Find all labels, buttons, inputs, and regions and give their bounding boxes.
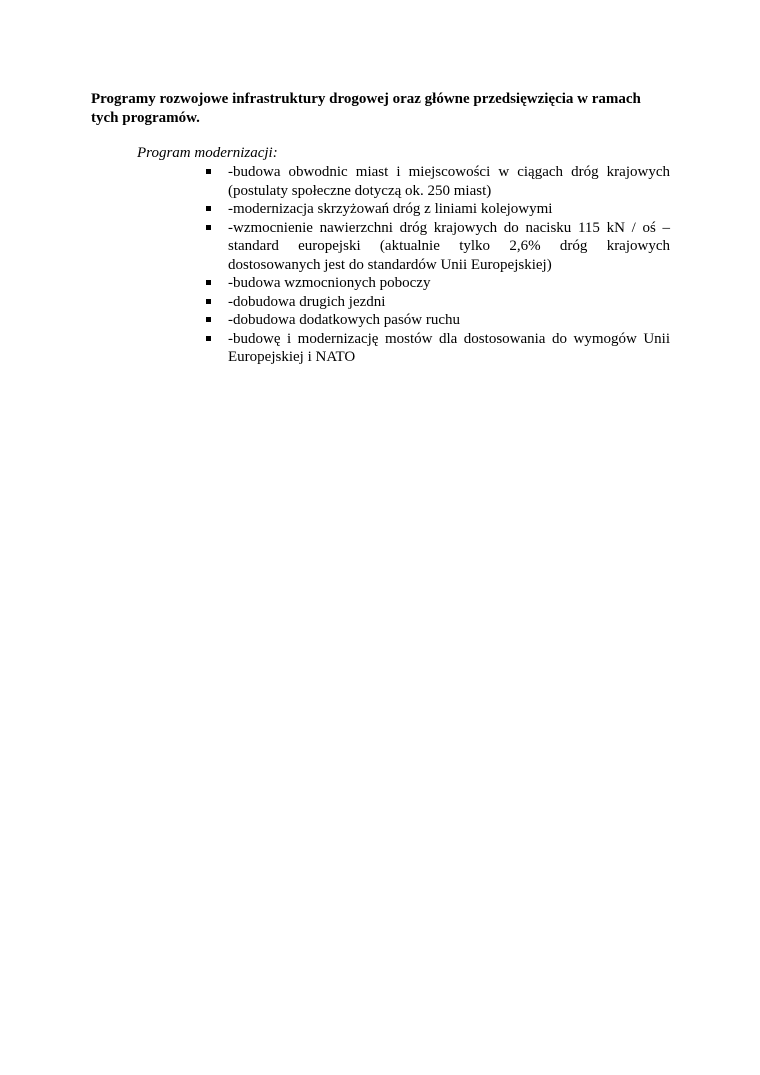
list-item xyxy=(203,293,670,312)
document-heading: Programy rozwojowe infrastruktury drogowej oraz główne przedsięwzięcia w ramach tych programów. xyxy=(91,91,641,126)
square-bullet-icon xyxy=(206,280,211,285)
list-item xyxy=(203,311,670,330)
square-bullet-icon xyxy=(206,169,211,174)
square-bullet-icon xyxy=(206,206,211,211)
section-subheading: Program modernizacji: xyxy=(137,145,278,161)
list-item-text: -dobudowa dodatkowych pasów ruchu xyxy=(228,312,461,328)
list-item-text: -budowa wzmocnionych poboczy xyxy=(228,275,431,291)
square-bullet-icon xyxy=(206,317,211,322)
square-bullet-icon xyxy=(206,336,211,341)
list-item-text: -modernizacja skrzyżowań dróg z liniami kolejowymi xyxy=(228,201,553,217)
list-item-text: -budowę i modernizację mostów dla dostosowania do wymogów Unii Europejskiej i NATO xyxy=(228,330,670,365)
list-item xyxy=(203,163,670,200)
list-item xyxy=(203,330,670,367)
list-item xyxy=(203,274,670,293)
list-item xyxy=(203,200,670,219)
list-item xyxy=(203,219,670,275)
list-item-text: -wzmocnienie nawierzchni dróg krajowych do nacisku 115 kN / oś – standard europejski (aktualnie tylko 2,6% dróg krajowych dostosowanych jest do standardów Unii Europejskiej) xyxy=(228,219,670,273)
list-item-text: -budowa obwodnic miast i miejscowości w ciągach dróg krajowych (postulaty społeczne dotyczą ok. 250 miast) xyxy=(228,164,670,199)
square-bullet-icon xyxy=(206,299,211,304)
bullet-list xyxy=(203,163,670,367)
list-item-text: -dobudowa drugich jezdni xyxy=(228,293,386,310)
square-bullet-icon xyxy=(206,225,211,230)
